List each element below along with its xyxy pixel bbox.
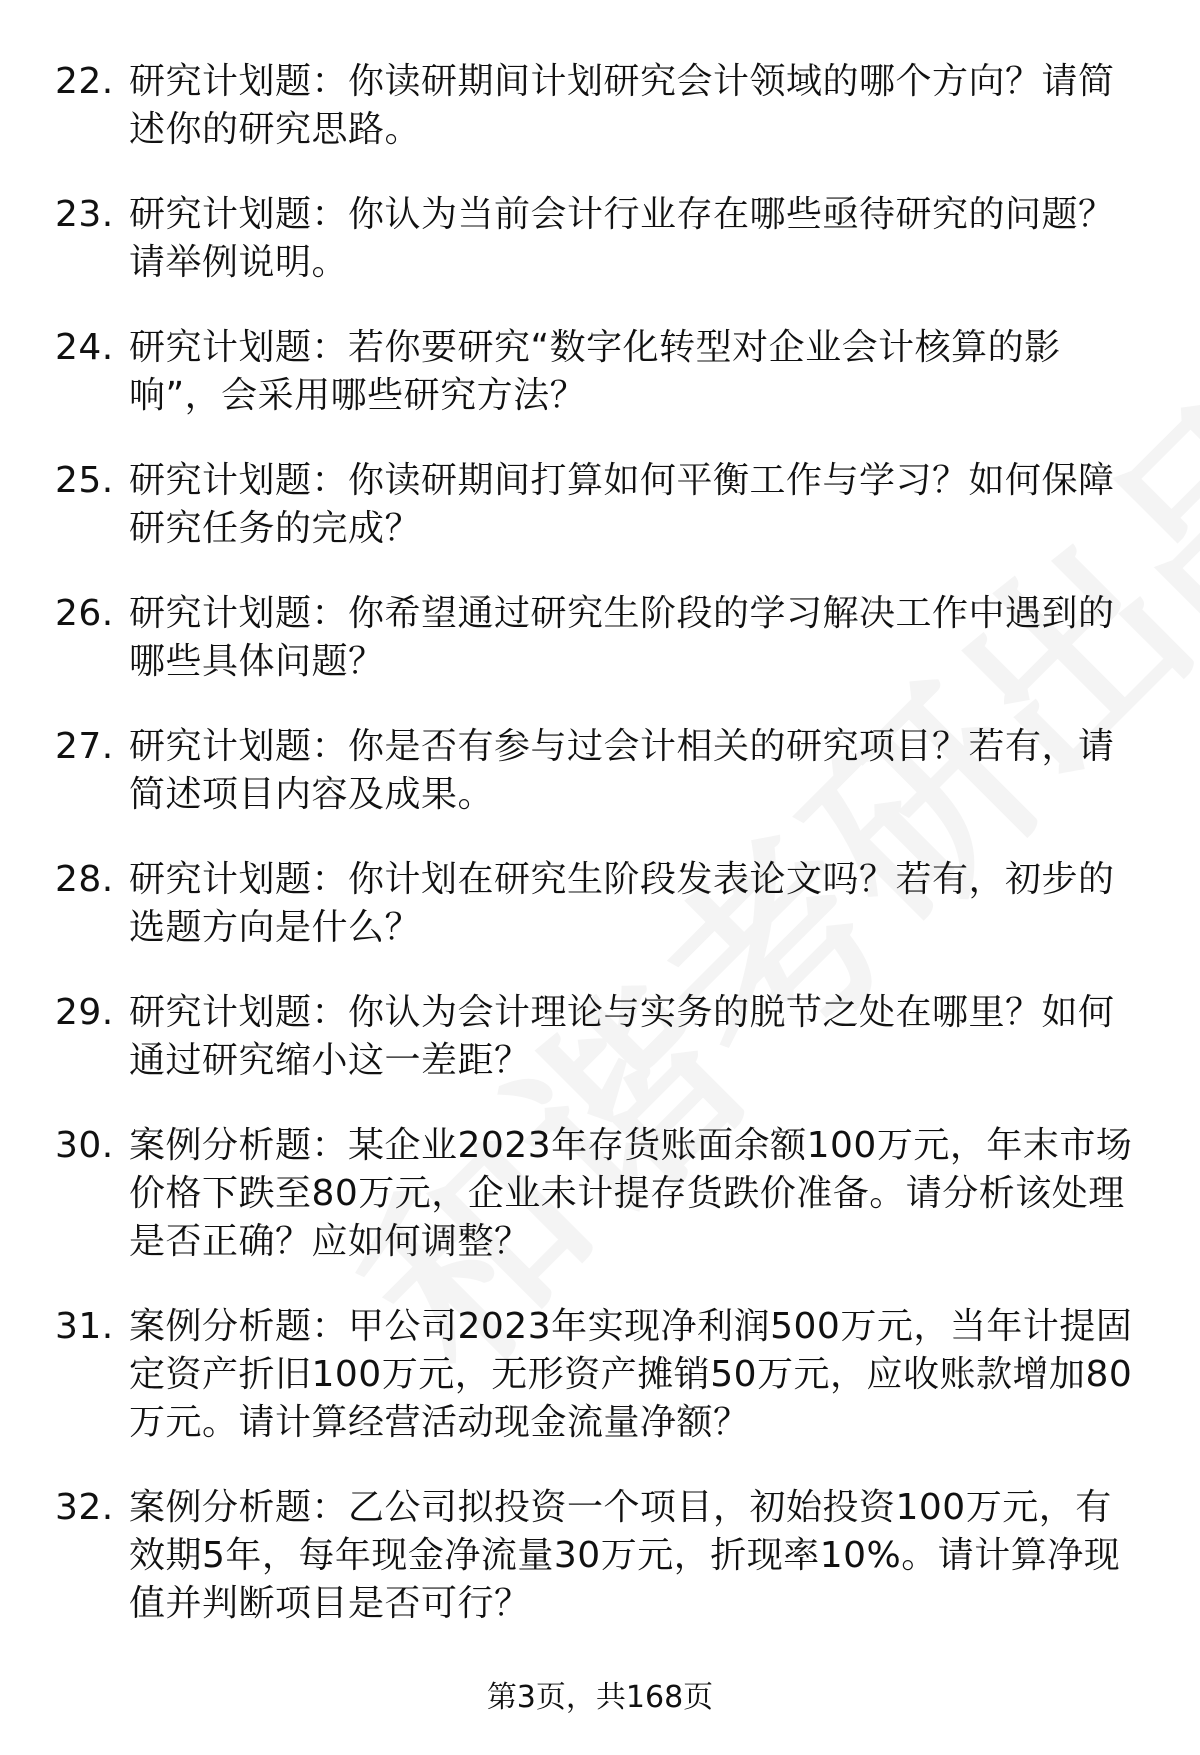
question-text: 案例分析题：乙公司拟投资一个项目，初始投资100万元，有效期5年，每年现金净流量30万元，折现率10%。请计算净现值并判断项目是否可行？ — [129, 1487, 1121, 1624]
question-text: 研究计划题：你认为当前会计行业存在哪些亟待研究的问题？请举例说明。 — [129, 194, 1115, 283]
question-number: 22. — [55, 61, 114, 102]
question-number: 27. — [55, 726, 114, 767]
question-item — [55, 457, 1145, 553]
question-text: 研究计划题：你是否有参与过会计相关的研究项目？若有，请简述项目内容及成果。 — [129, 726, 1115, 815]
question-text: 研究计划题：你希望通过研究生阶段的学习解决工作中遇到的哪些具体问题？ — [129, 593, 1115, 682]
question-number: 31. — [55, 1306, 114, 1347]
question-text: 案例分析题：甲公司2023年实现净利润500万元，当年计提固定资产折旧100万元，无形资产摊销50万元，应收账款增加80万元。请计算经营活动现金流量净额？ — [129, 1306, 1133, 1443]
question-item — [55, 1484, 1145, 1628]
question-item — [55, 58, 1145, 154]
question-text: 研究计划题：若你要研究“数字化转型对企业会计核算的影响”，会采用哪些研究方法？ — [129, 327, 1061, 416]
question-text: 研究计划题：你读研期间打算如何平衡工作与学习？如何保障研究任务的完成？ — [129, 460, 1115, 549]
question-number: 29. — [55, 992, 114, 1033]
question-number: 25. — [55, 460, 114, 501]
question-item — [55, 989, 1145, 1085]
question-item — [55, 1122, 1145, 1266]
question-text: 研究计划题：你读研期间计划研究会计领域的哪个方向？请简述你的研究思路。 — [129, 61, 1115, 150]
question-number: 32. — [55, 1487, 114, 1528]
question-number: 30. — [55, 1125, 114, 1166]
question-item — [55, 1303, 1145, 1447]
question-number: 28. — [55, 859, 114, 900]
question-item — [55, 723, 1145, 819]
question-item — [55, 856, 1145, 952]
question-number: 23. — [55, 194, 114, 235]
question-text: 案例分析题：某企业2023年存货账面余额100万元，年末市场价格下跌至80万元，企业未计提存货跌价准备。请分析该处理是否正确？应如何调整？ — [129, 1125, 1133, 1262]
question-item — [55, 191, 1145, 287]
question-list — [55, 58, 1145, 1665]
question-item — [55, 324, 1145, 420]
page-footer: 第3页，共168页 — [486, 1680, 714, 1715]
question-text: 研究计划题：你认为会计理论与实务的脱节之处在哪里？如何通过研究缩小这一差距？ — [129, 992, 1115, 1081]
question-number: 24. — [55, 327, 114, 368]
question-text: 研究计划题：你计划在研究生阶段发表论文吗？若有，初步的选题方向是什么？ — [129, 859, 1115, 948]
question-item — [55, 590, 1145, 686]
question-number: 26. — [55, 593, 114, 634]
